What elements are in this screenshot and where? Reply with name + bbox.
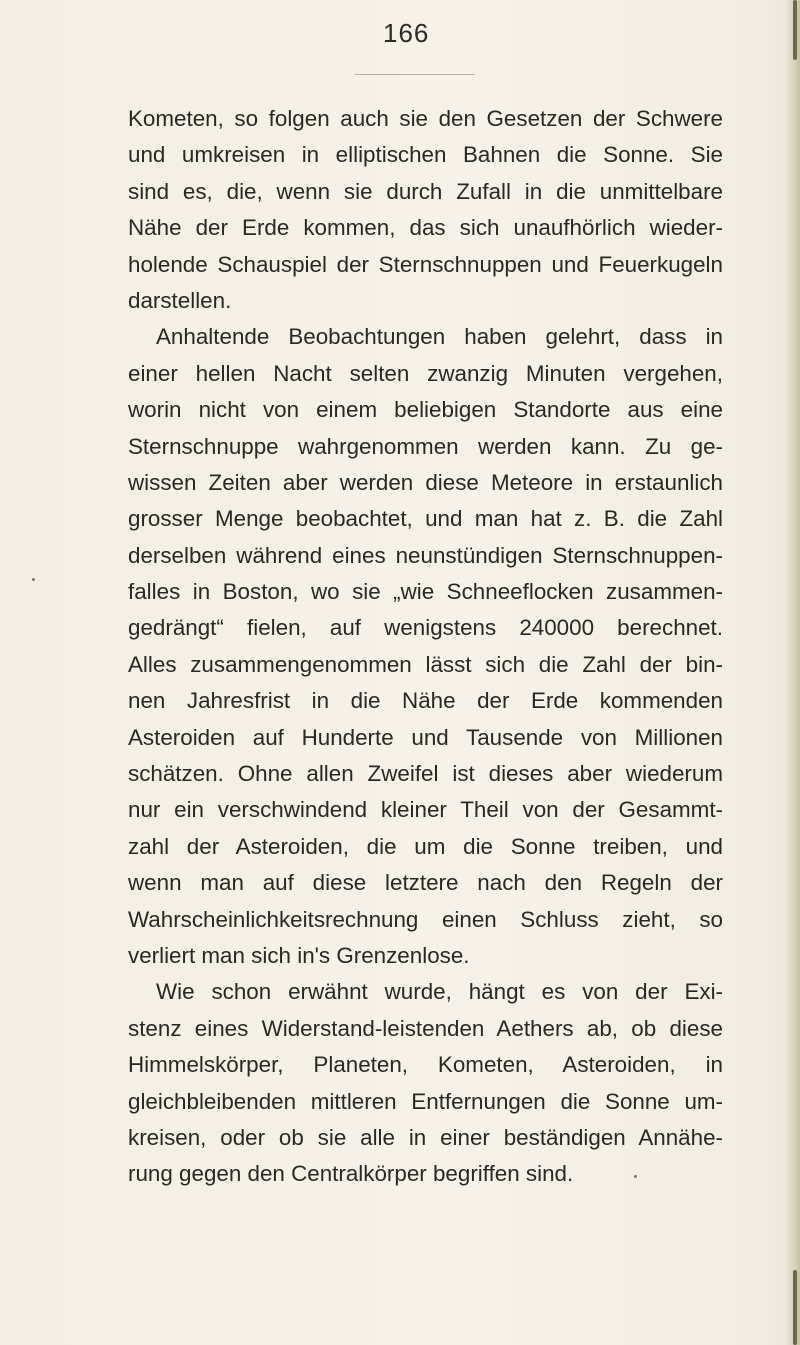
- edge-shadow: [793, 1270, 797, 1345]
- page-edge: [786, 0, 800, 1345]
- text-line: grosser Menge beobachtet, und man hat z. B. die Zahl: [128, 506, 723, 532]
- text-line: Kometen, so folgen auch sie den Gesetzen der Schwere: [128, 106, 723, 131]
- text-line: rung gegen den Centralkörper begriffen sind.: [128, 1161, 574, 1187]
- text-line: darstellen.: [128, 287, 232, 313]
- text-line: kreisen, oder ob sie alle in einer beständigen Annähe-: [128, 1124, 723, 1150]
- text-line: stenz eines Widerstand-leistenden Aethers ab, ob diese: [128, 1015, 723, 1041]
- paper-speck: [32, 578, 35, 581]
- text-line: sind es, die, wenn sie durch Zufall in die unmittelbare: [128, 178, 723, 204]
- text-line: einer hellen Nacht selten zwanzig Minuten vergehen,: [128, 360, 723, 386]
- text-line: nur ein verschwindend kleiner Theil von der Gesammt-: [128, 797, 723, 823]
- text-line: wissen Zeiten aber werden diese Meteore in erstaunlich: [128, 469, 723, 495]
- text-line: Alles zusammengenommen lässt sich die Zahl der bin-: [128, 651, 723, 677]
- text-line: worin nicht von einem beliebigen Standorte aus eine: [128, 397, 723, 423]
- text-line: gedrängt“ fielen, auf wenigstens 240000 berechnet.: [128, 615, 723, 641]
- text-line: Anhaltende Beobachtungen haben gelehrt, dass in: [156, 324, 723, 350]
- text-line: falles in Boston, wo sie „wie Schneeflocken zusammen-: [128, 579, 723, 605]
- text-line: Himmelskörper, Planeten, Kometen, Asteroiden, in: [128, 1052, 723, 1078]
- text-line: Wahrscheinlichkeitsrechnung einen Schluss zieht, so: [128, 906, 723, 932]
- text-line: Nähe der Erde kommen, das sich unaufhörlich wieder-: [128, 215, 723, 241]
- text-line: zahl der Asteroiden, die um die Sonne treiben, und: [128, 833, 723, 859]
- text-line: wenn man auf diese letztere nach den Regeln der: [128, 870, 723, 896]
- text-line: Asteroiden auf Hunderte und Tausende von Millionen: [128, 724, 723, 750]
- text-line: verliert man sich in's Grenzenlose.: [128, 942, 470, 968]
- text-line: und umkreisen in elliptischen Bahnen die Sonne. Sie: [128, 142, 723, 168]
- text-line: derselben während eines neunstündigen Sternschnuppen-: [128, 542, 723, 568]
- text-line: nen Jahresfrist in die Nähe der Erde kommenden: [128, 688, 723, 714]
- paper-speck: [634, 1175, 637, 1178]
- header-rule: [355, 74, 475, 75]
- text-line: Sternschnuppe wahrgenommen werden kann. Zu ge-: [128, 433, 723, 459]
- text-line: Wie schon erwähnt wurde, hängt es von der Exi-: [156, 979, 723, 1005]
- text-line: schätzen. Ohne allen Zweifel ist dieses aber wiederum: [128, 761, 723, 787]
- text-line: gleichbleibenden mittleren Entfernungen die Sonne um-: [128, 1088, 723, 1114]
- page-number: 166: [383, 18, 430, 48]
- body-text: [128, 101, 723, 1193]
- edge-shadow: [793, 0, 797, 60]
- text-line: holende Schauspiel der Sternschnuppen und Feuerkugeln: [128, 251, 723, 277]
